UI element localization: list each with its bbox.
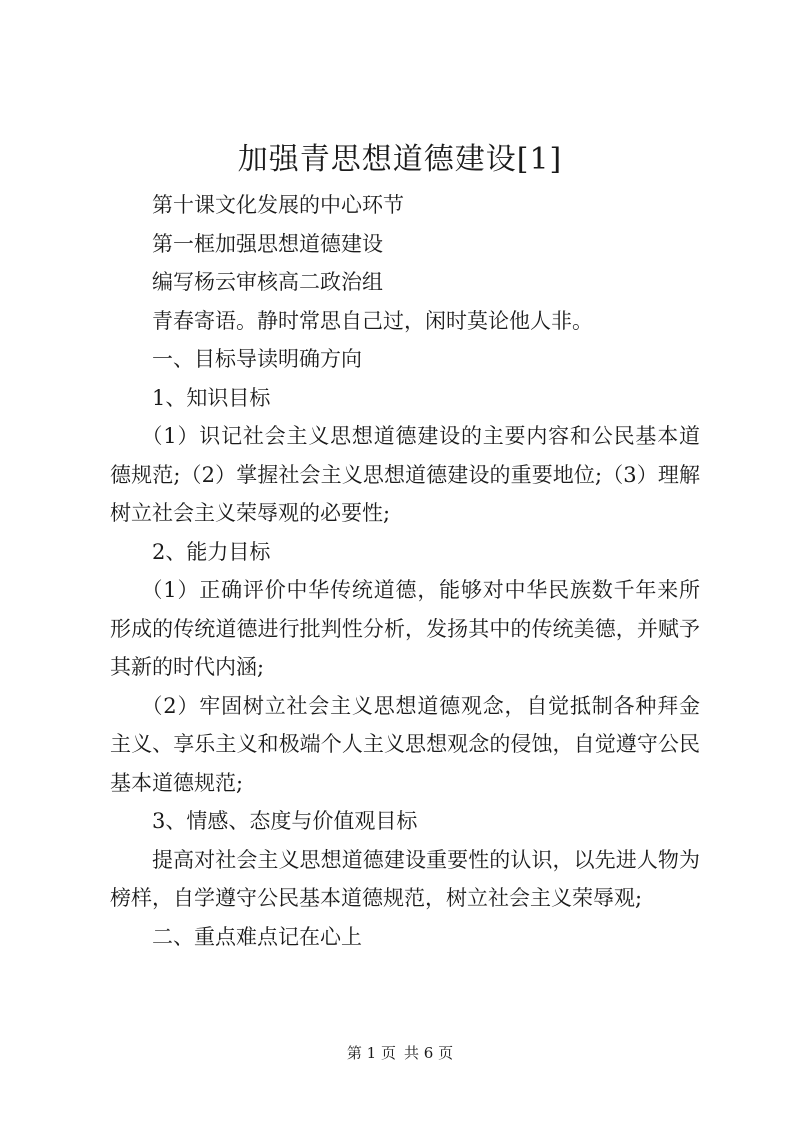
paragraph-values-goal: 提高对社会主义思想道德建设重要性的认识，以先进人物为榜样，自学遵守公民基本道德规范，树立社会主义荣辱观; [110,847,700,910]
document-body [110,186,700,956]
paragraph-ability-goal-1: （1）正确评价中华传统道德，能够对中华民族数千年来所形成的传统道德进行批判性分析，发扬其中的传统美德，并赋予其新的时代内涵; [110,578,700,679]
paragraph-knowledge-goal: （1）识记社会主义思想道德建设的主要内容和公民基本道德规范;（2）掌握社会主义思想道德建设的重要地位;（3）理解树立社会主义荣辱观的必要性; [110,424,700,525]
document-title: 加强青思想道德建设[1] [237,142,563,177]
paragraph-lesson: 第十课文化发展的中心环节 [152,193,404,217]
heading-ability-goal: 2、能力目标 [152,539,271,564]
page-number: 第 1 页 [346,1044,396,1062]
heading-goals: 一、目标导读明确方向 [152,347,362,371]
heading-knowledge-goal: 1、知识目标 [152,385,271,410]
heading-key-points: 二、重点难点记在心上 [152,924,362,949]
paragraph-motto: 青春寄语。静时常思自己过，闲时莫论他人非。 [152,308,593,333]
paragraph-ability-goal-2: （2）牢固树立社会主义思想道德观念，自觉抵制各种拜金主义、享乐主义和极端个人主义思想观念的侵蚀，自觉遵守公民基本道德规范; [110,693,700,795]
page-footer [0,1043,800,1063]
page-total: 共 6 页 [404,1044,454,1062]
paragraph-section: 第一框加强思想道德建设 [152,231,383,256]
paragraph-authors: 编写杨云审核高二政治组 [152,270,383,294]
heading-values-goal: 3、情感、态度与价值观目标 [152,809,418,833]
